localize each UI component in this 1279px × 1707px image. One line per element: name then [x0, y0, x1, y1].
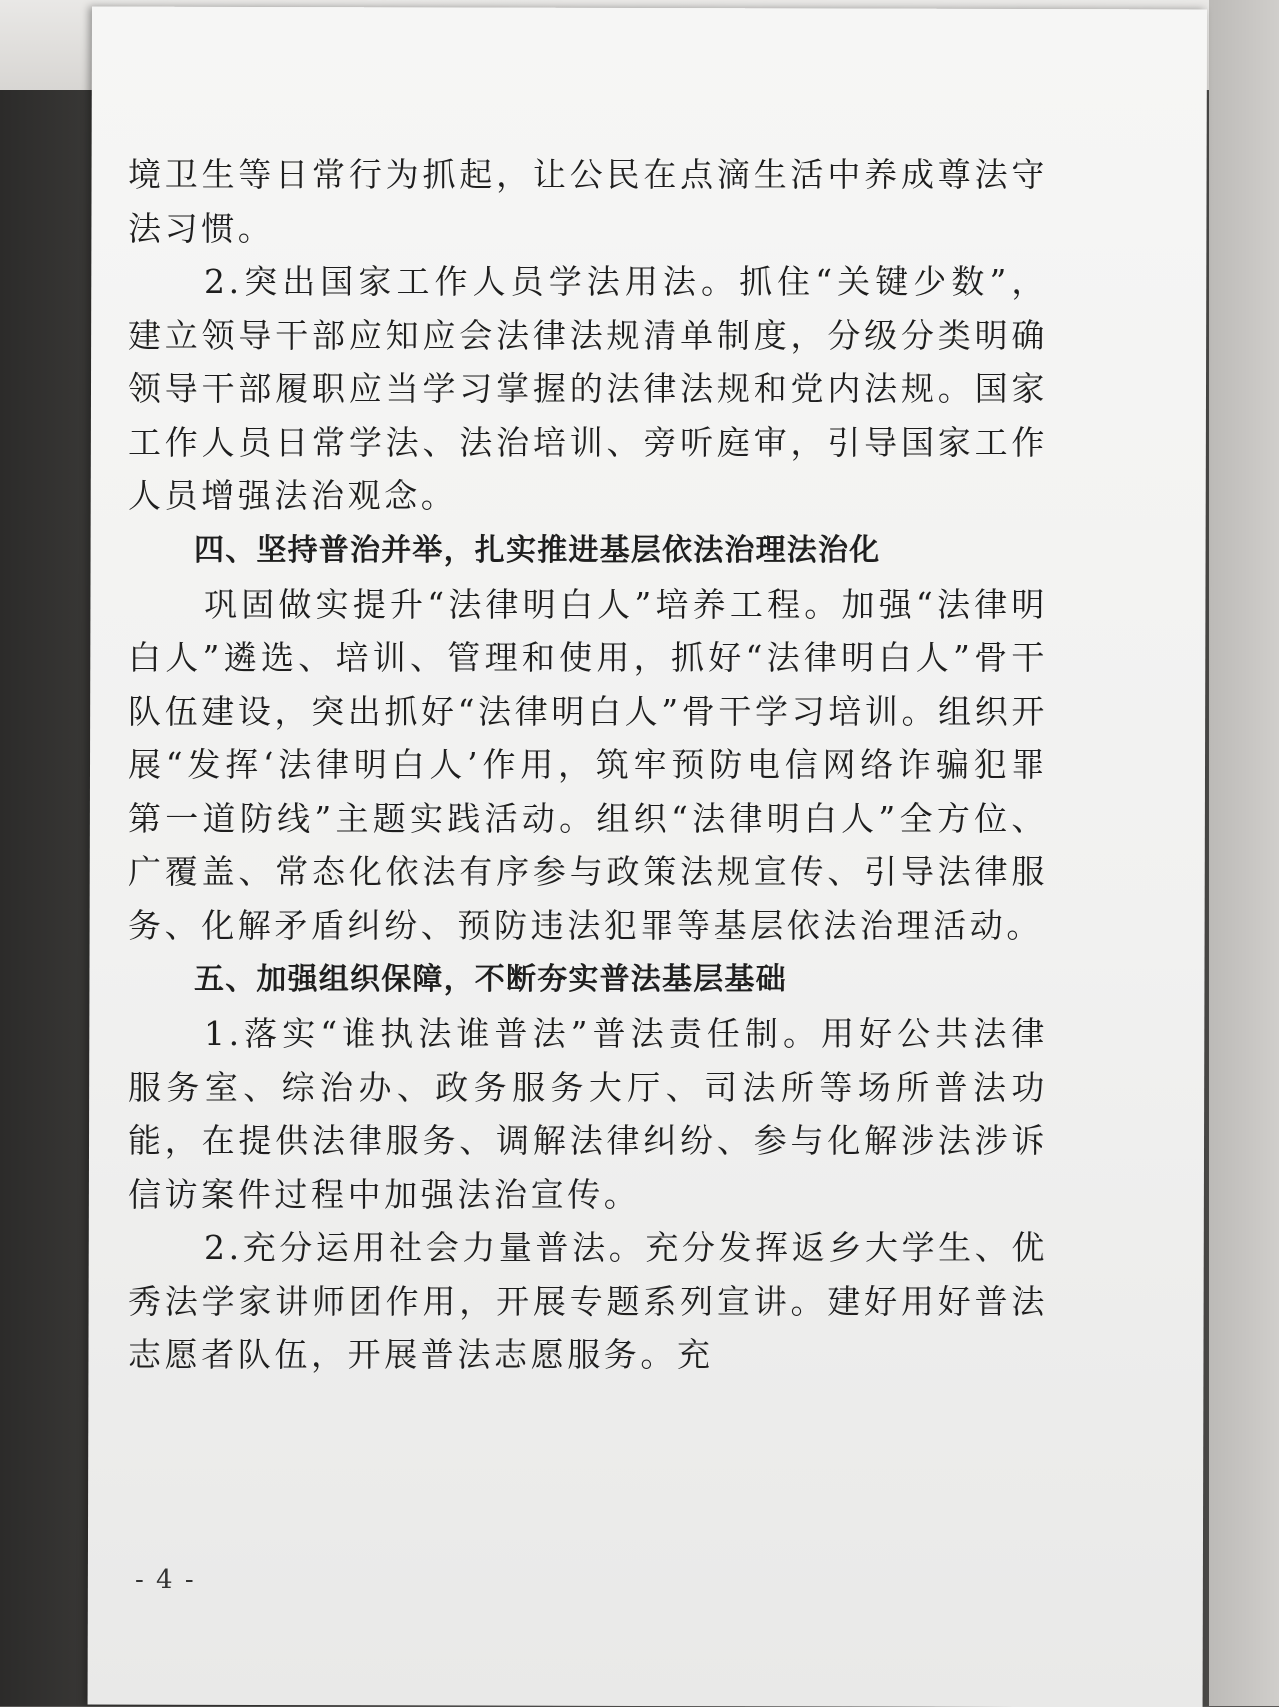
- page-number: - 4 -: [135, 1565, 196, 1595]
- background-right-edge: [1209, 0, 1279, 1706]
- paragraph-continuation: 境卫生等日常行为抓起，让公民在点滴生活中养成尊法守法习惯。: [128, 155, 1048, 248]
- section-heading-5: 五、加强组织保障，不断夯实普法基层基础: [194, 962, 787, 997]
- paragraph-item-1-responsibility: 1.落实“谁执法谁普法”普法责任制。用好公共法律服务室、综治办、政务服务大厅、司法所等场所普法功能，在提供法律服务、调解法律纠纷、参与化解涉法涉诉信访案件过程中加强法治宣传。: [128, 1014, 1048, 1214]
- document-body: [128, 148, 1048, 1382]
- paragraph-item-2-staff-learning: 2.突出国家工作人员学法用法。抓住“关键少数”，建立领导干部应知应会法律法规清单制度，分级分类明确领导干部履职应当学习掌握的法律法规和党内法规。国家工作人员日常学法、法治培训、旁听庭审，引导国家工作人员增强法治观念。: [128, 262, 1048, 515]
- section-heading-4: 四、坚持普治并举，扎实推进基层依法治理法治化: [194, 532, 881, 568]
- paragraph-legal-understanding-people: 巩固做实提升“法律明白人”培养工程。加强“法律明白人”遴选、培训、管理和使用，抓好“法律明白人”骨干队伍建设，突出抓好“法律明白人”骨干学习培训。组织开展“发挥‘法律明白人’作用，筑牢预防电信网络诈骗犯罪第一道防线”主题实践活动。组织“法律明白人”全方位、广覆盖、常态化依法有序参与政策法规宣传、引导法律服务、化解矛盾纠纷、预防违法犯罪等基层依法治理活动。: [128, 584, 1048, 945]
- paragraph-item-2-social-forces: 2.充分运用社会力量普法。充分发挥返乡大学生、优秀法学家讲师团作用，开展专题系列宣讲。建好用好普法志愿者队伍，开展普法志愿服务。充: [128, 1228, 1048, 1374]
